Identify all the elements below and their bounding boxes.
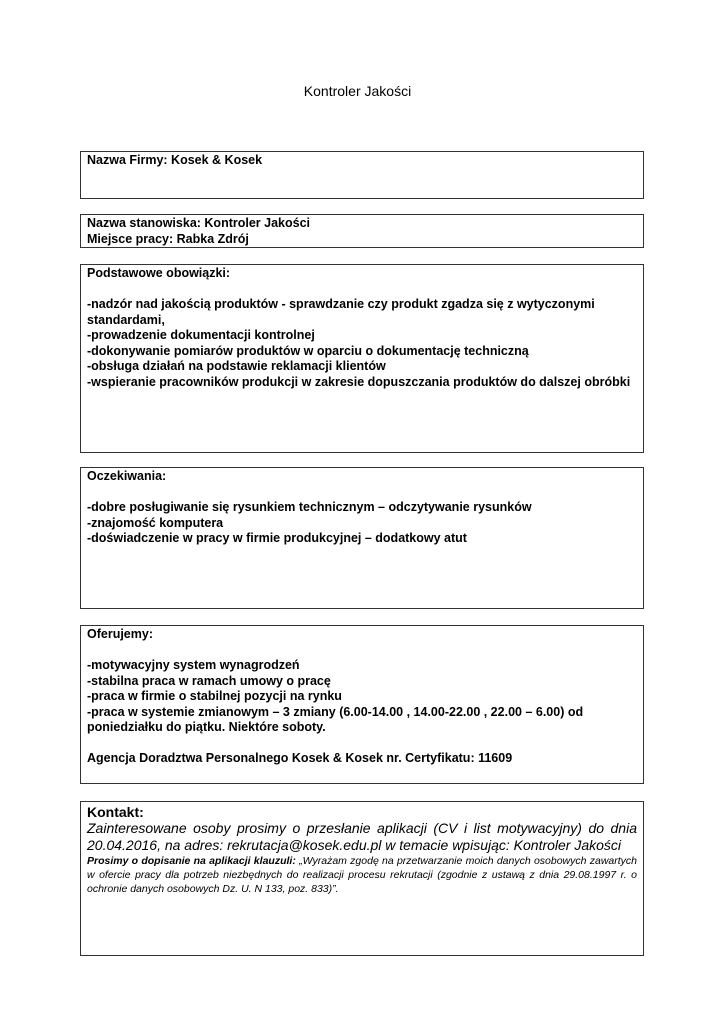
position-box bbox=[80, 214, 644, 248]
duty-item: -nadzór nad jakością produktów - sprawdzanie czy produkt zgadza się z wytyczonymi standardami, bbox=[87, 297, 595, 327]
position-title: Nazwa stanowiska: Kontroler Jakości bbox=[87, 216, 310, 230]
duty-item: -obsługa działań na podstawie reklamacji klientów bbox=[87, 359, 386, 373]
contact-heading: Kontakt: bbox=[87, 804, 144, 820]
expectations-box bbox=[80, 467, 644, 609]
company-box bbox=[80, 151, 644, 199]
offer-item: -stabilna praca w ramach umowy o pracę bbox=[87, 673, 331, 688]
clause-text: „Wyrażam zgodę na przetwarzanie moich danych osobowych zawartych w ofercie pracy dla potrzeb niezbędnych do realizacji procesu rekrutacji (zgodnie z ustawą z dnia 29.08.1997 r. o ochronie danych osobowych Dz. U. N 133, poz. 833)”. bbox=[87, 855, 637, 895]
duties-heading: Podstawowe obowiązki: bbox=[87, 266, 231, 280]
company-name: Nazwa Firmy: Kosek & Kosek bbox=[87, 153, 263, 167]
offer-heading: Oferujemy: bbox=[87, 627, 153, 641]
expectations-heading: Oczekiwania: bbox=[87, 469, 167, 483]
document-title: Kontroler Jakości bbox=[303, 83, 412, 99]
offer-item: -praca w firmie o stabilnej pozycji na rynku bbox=[87, 689, 342, 703]
contact-box bbox=[80, 801, 644, 956]
duty-item: -prowadzenie dokumentacji kontrolnej bbox=[87, 328, 315, 342]
work-location: Miejsce pracy: Rabka Zdrój bbox=[87, 231, 249, 246]
agency-certificate: Agencja Doradztwa Personalnego Kosek & Kosek nr. Certyfikatu: 11609 bbox=[87, 751, 513, 765]
contact-text: Zainteresowane osoby prosimy o przesłanie aplikacji (CV i list motywacyjny) do dnia 20.04.2016, na adres: rekrutacja@kosek.edu.pl w temacie wpisując: Kontroler Jakości bbox=[87, 820, 637, 853]
expectation-item: -dobre posługiwanie się rysunkiem technicznym – odczytywanie rysunków bbox=[87, 500, 532, 514]
duties-box bbox=[80, 264, 644, 453]
offer-item: -praca w systemie zmianowym – 3 zmiany (6.00-14.00 , 14.00-22.00 , 22.00 – 6.00) od poniedziałku do piątku. Niektóre soboty. bbox=[87, 704, 584, 734]
offer-box bbox=[80, 625, 644, 784]
offer-item: -motywacyjny system wynagrodzeń bbox=[87, 658, 300, 672]
duty-item: -wspieranie pracowników produkcji w zakresie dopuszczania produktów do dalszej obróbki bbox=[87, 374, 631, 389]
duty-item: -dokonywanie pomiarów produktów w oparciu o dokumentację techniczną bbox=[87, 343, 529, 358]
expectation-item: -znajomość komputera bbox=[87, 515, 224, 530]
clause-label: Prosimy o dopisanie na aplikacji klauzuli: bbox=[87, 855, 296, 867]
expectation-item: -doświadczenie w pracy w firmie produkcyjnej – dodatkowy atut bbox=[87, 531, 467, 545]
consent-clause bbox=[87, 854, 637, 896]
